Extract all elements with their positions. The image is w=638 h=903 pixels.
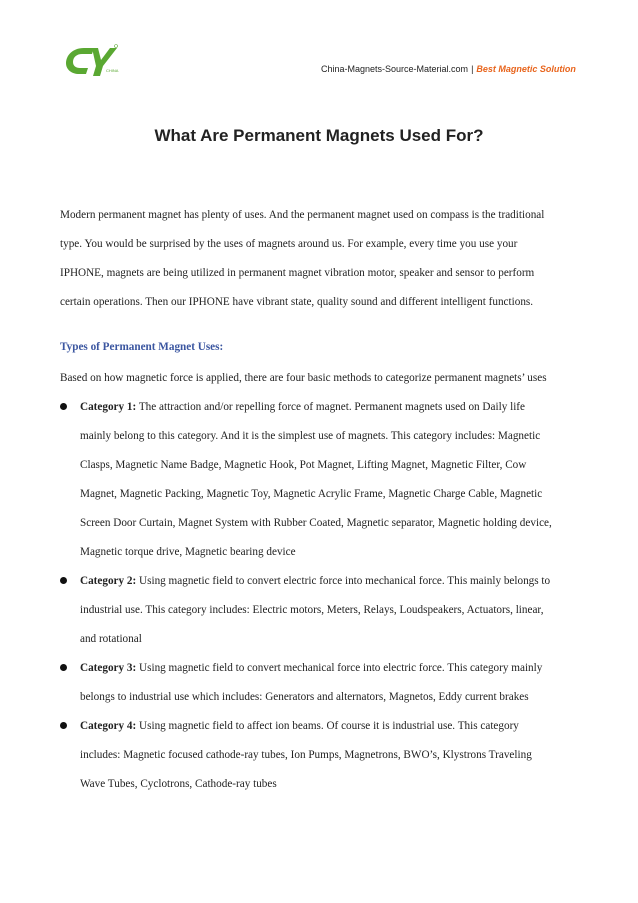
category-line: Using magnetic field to convert electric force into mechanical force. This mainly belongs to	[139, 575, 551, 587]
category-line: includes: Magnetic focused cathode-ray tubes, Ion Pumps, Magnetrons, BWO’s, Klystrons Traveling	[80, 749, 532, 761]
bullet-icon	[60, 664, 67, 671]
intro-line: Modern permanent magnet has plenty of uses. And the permanent magnet used on compass is the traditional	[60, 209, 545, 221]
category-line: Screen Door Curtain, Magnet System with Rubber Coated, Magnetic separator, Magnetic holding device,	[80, 517, 552, 529]
category-line: belongs to industrial use which includes: Generators and alternators, Magnetos, Eddy current brakes	[80, 691, 529, 703]
intro-line: certain operations. Then our IPHONE have vibrant state, quality sound and different intelligent functions.	[60, 296, 534, 308]
list-item	[60, 393, 600, 567]
category-label: Category 1:	[80, 401, 137, 413]
bullet-icon	[60, 403, 67, 410]
bullet-icon	[60, 722, 67, 729]
category-label: Category 3:	[80, 662, 137, 674]
category-label: Category 4:	[80, 720, 137, 732]
logo-subtext: CHINA	[106, 68, 119, 73]
intro-line: IPHONE, magnets are being utilized in permanent magnet vibration motor, speaker and sensor to perform	[60, 267, 535, 279]
category-line: Wave Tubes, Cyclotrons, Cathode-ray tubes	[80, 778, 277, 790]
category-line: Magnetic torque drive, Magnetic bearing device	[80, 546, 296, 558]
page-title: What Are Permanent Magnets Used For?	[154, 126, 484, 145]
company-logo	[62, 42, 120, 80]
category-label: Category 2:	[80, 575, 137, 587]
bullet-icon	[60, 577, 67, 584]
category-list	[60, 393, 600, 799]
category-line: Using magnetic field to affect ion beams. Of course it is industrial use. This category	[139, 720, 519, 732]
category-line: Using magnetic field to convert mechanical force into electric force. This category mainly	[139, 662, 543, 674]
list-item	[60, 654, 600, 712]
list-item	[60, 712, 600, 799]
intro-paragraph	[60, 201, 590, 317]
category-line: and rotational	[80, 633, 142, 645]
section-heading: Types of Permanent Magnet Uses:	[60, 341, 224, 353]
list-item	[60, 567, 600, 654]
section-intro: Based on how magnetic force is applied, there are four basic methods to categorize permanent magnets’ uses	[60, 372, 547, 384]
intro-line: type. You would be surprised by the uses of magnets around us. For example, every time you use your	[60, 238, 518, 250]
category-line: Clasps, Magnetic Name Badge, Magnetic Hook, Pot Magnet, Lifting Magnet, Magnetic Filter, Cow	[80, 459, 527, 471]
tagline: Best Magnetic Solution	[476, 64, 576, 74]
category-line: industrial use. This category includes: Electric motors, Meters, Relays, Loudspeakers, Actuators, linear,	[80, 604, 544, 616]
site-link[interactable]: China-Magnets-Source-Material.com	[321, 64, 469, 74]
header-separator: |	[471, 64, 474, 74]
category-line: mainly belong to this category. And it is the simplest use of magnets. This category includes: Magnetic	[80, 430, 541, 442]
category-line: Magnet, Magnetic Packing, Magnetic Toy, Magnetic Acrylic Frame, Magnetic Charge Cable, Magnetic	[80, 488, 543, 500]
category-line: The attraction and/or repelling force of magnet. Permanent magnets used on Daily life	[138, 401, 525, 413]
